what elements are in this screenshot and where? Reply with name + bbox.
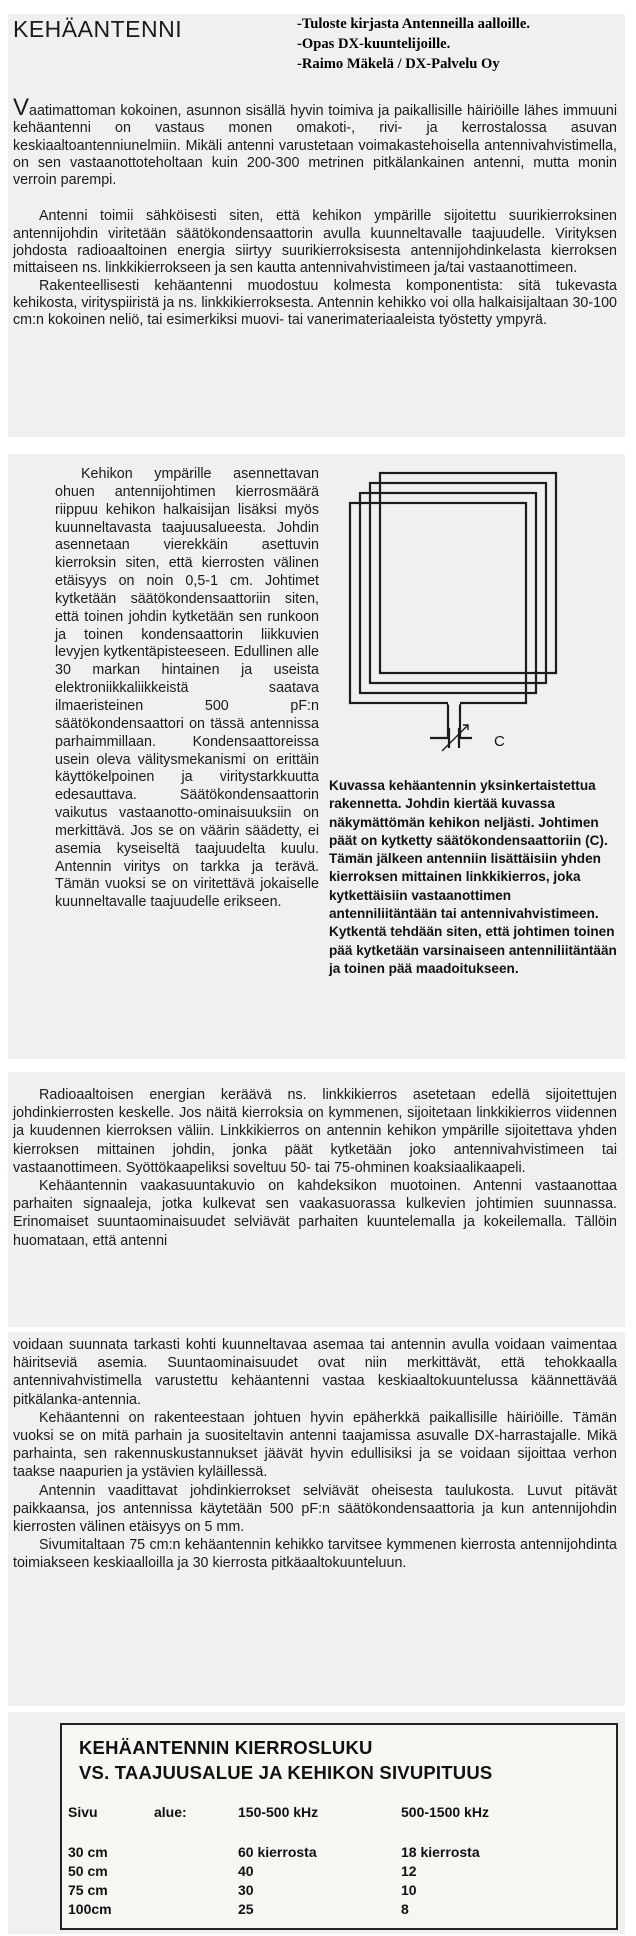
table-cell-lw: 60 kierrosta — [238, 1844, 317, 1860]
paragraph: Rakenteellisesti kehäantenni muodostuu kolmesta komponentista: sitä tukevasta kehikosta, virityspiiristä ja ns. linkkikierroksesta. Antennin kehikko voi olla halkaisijaltaan 30-100 cm:n kokoinen neliö, tai esimerkiksi muovi- tai vanerimateriaaleista työstetty ympyrä. — [13, 277, 617, 329]
table-cell-side: 30 cm — [68, 1844, 108, 1860]
table-cell-mw: 10 — [401, 1882, 417, 1898]
paragraph: Kehäantenni on rakenteestaan johtuen hyvin epäherkkä paikallisille häiriöille. Tämän vuoksi se on mitä parhain ja suositeltavin antenni taajamissa asuvalle DX-harrastajalle. Mikä parhainta, sen rakennuskustannukset jäävät hyvin edullisiksi ja se voidaan sijoittaa verhon taakse naapurien ja ystävien kyläillessä. — [13, 1409, 617, 1481]
drop-initial: V — [13, 94, 30, 121]
paragraph: Radioaaltoisen energian keräävä ns. linkkikierros asetetaan edellä sijoitettujen johdinkierrosten keskelle. Jos näitä kierroksia on kymmenen, sijoitetaan linkkikierros viidennen ja kuudennen kierroksen väliin. Linkkikierros on antennin kehikon ympärille sijoitettava yhden kierroksen mittainen johdin, jonka päät kytketään joko antennivahvistimeen tai vastaanottimeen. Syöttökaapeliksi soveltuu 50- tai 75-ohminen koaksiaalikaapeli. — [13, 1087, 617, 1176]
paragraph: Antenni toimii sähköisesti siten, että kehikon ympärille sijoitettu suurikierroksinen antennijohdin viritetään säätökondensaattorin avulla kuunneltavalle taajuudelle. Virityksen johdosta radioaaltoinen energia siirtyy suurikierroksisesta antennijohdinkelasta kierroksen mittaiseen ns. linkkikierrokseen ja sen kautta antennivahvistimeen ja/tai vastaanottimeen. — [13, 208, 617, 277]
table-cell-side: 100cm — [68, 1901, 112, 1917]
link-loop-text — [13, 1086, 617, 1250]
table-cell-mw: 18 kierrosta — [401, 1844, 480, 1860]
source-line: -Raimo Mäkelä / DX-Palvelu Oy — [297, 56, 500, 72]
column-header-mw: 500-1500 kHz — [401, 1804, 489, 1820]
figure-caption: Kuvassa kehäantennin yksinkertaistettua rakennetta. Johdin kiertää kuvassa näkymättömän kehikon neljästi. Johtimen päät on kytketty säätökondensaattoriin (C). Tämän jälkeen antenniin lisättäisiin yhden kierroksen mittainen linkkikierros, joka kytkettäisiin vastaanottimen antenniliitäntään tai antennivahvistimeen. Kytkentä tehdään siten, että johtimen toinen pää kytketään varsinaiseen antenniliitäntään ja toinen pää maadoitukseen. — [329, 778, 617, 976]
source-citation — [297, 14, 530, 74]
loop-turn — [360, 493, 536, 693]
properties-text — [13, 1336, 617, 1573]
table-cell-mw: 12 — [401, 1863, 417, 1879]
page-title: KEHÄANTENNI — [13, 16, 183, 42]
intro-paragraph: Vaatimattoman kokoinen, asunnon sisällä hyvin toimiva ja paikallisille häiriöille lähes immuuni kehäantenni on vastaus monen omakoti-, rivi- ja kerrostalossa asuvan keskiaaltoantenniunelmiin. Mikäli antenni varustetaan voimakastehoisella antennivahvistimella, on sen vastaanottoteholtaan kuin 200-300 metrinen pitkälankainen antenni, mutta monin verroin parempi. — [13, 94, 617, 189]
loop-antenna-diagram — [346, 466, 616, 771]
table-cell-side: 75 cm — [68, 1882, 108, 1898]
source-line: -Opas DX-kuuntelijoille. — [297, 36, 451, 52]
loop-turn — [370, 483, 546, 683]
paragraph: Kehäantennin vaakasuuntakuvio on kahdeksikon muotoinen. Antenni vastaanottaa parhaiten signaaleja, jotka kulkevat sen vaakasuorassa kulkevien johtimien suunnassa. Erinomaiset suuntaominaisuudet selviävät parhaiten kuuntelemalla ja kokeilemalla. Tällöin huomataan, että antenni — [13, 1178, 617, 1249]
table-cell-side: 50 cm — [68, 1863, 108, 1879]
table-title: KEHÄANTENNIN KIERROSLUKU — [79, 1737, 373, 1758]
paragraph: Antennin vaadittavat johdinkierrokset selviävät oheisesta taulukosta. Luvut pitävät paikkaansa, jos antennissa käytetään 500 pF:n säätökondensaattoria ja kun antennijohdin kierrosten välinen etäisyys on 5 mm. — [13, 1482, 617, 1536]
intro-text — [13, 94, 617, 330]
source-line: -Tuloste kirjasta Antenneilla aalloille. — [297, 16, 530, 32]
column-header-side: Sivu — [68, 1804, 98, 1820]
table-cell-lw: 25 — [238, 1901, 254, 1917]
lead-wire — [430, 703, 448, 738]
construction-text — [55, 466, 319, 912]
capacitor-label: C — [494, 733, 505, 750]
table-cell-lw: 30 — [238, 1882, 254, 1898]
table-cell-lw: 40 — [238, 1863, 254, 1879]
lead-wire — [460, 703, 472, 738]
table-subtitle: VS. TAAJUUSALUE JA KEHIKON SIVUPITUUS — [79, 1762, 493, 1783]
column-header-band: alue: — [154, 1804, 187, 1820]
turns-table — [60, 1723, 618, 1930]
table-cell-mw: 8 — [401, 1901, 409, 1917]
paragraph: Kehikon ympärille asennettavan ohuen antennijohtimen kierrosmäärä riippuu kehikon halkaisijan lisäksi myös kuunneltavasta taajuusalueesta. Johdin asennetaan vierekkäin asettuvin kierroksin siten, että kierrosten välinen etäisyys on noin 0,5-1 cm. Johtimet kytketään säätökondensaattoriin siten, että toinen johdin kytketään sen runkoon ja toinen kondensaattorin liikkuvien levyjen kytkentäpisteeseen. Edullinen alle 30 markan hintainen ja useista elektroniikkaliikkeistä saatava ilmaeristeinen 500 pF:n säätökondensaattori on tässä antennissa parhaimmillaan. Kondensaattoreissa usein oleva välitysmekanismi on erittäin käyttökelpoinen ja viritystarkkuutta edesauttava. Säätökondensaattorin vaikutus vastaanotto-ominaisuuksiin on merkittävä. Jos se on väärin säädetty, ei asemia kyseiseltä taajuudelta kuulu. Antennin viritys on tarkka ja terävä. Tämän vuoksi se on viritettävä jokaiselle kuunneltavalle taajuudelle erikseen. — [55, 466, 319, 911]
paragraph: voidaan suunnata tarkasti kohti kuunneltavaa asemaa tai antennin avulla voidaan vaimentaa häiritseviä asemia. Suuntaominaisuudet ovat niin merkittävät, että tehokkaalla antennivahvistimella varustettu kehäantenni vastaa keskiaaltokuuntelussa käännettävää pitkälanka-antennia. — [13, 1337, 617, 1408]
column-header-lw: 150-500 kHz — [238, 1804, 319, 1820]
paragraph: Sivumitaltaan 75 cm:n kehäantennin kehikko tarvitsee kymmenen kierrosta antennijohdinta toimiakseen keskiaalloilla ja 30 kierrosta pitkäaaltokuunteluun. — [13, 1537, 617, 1572]
